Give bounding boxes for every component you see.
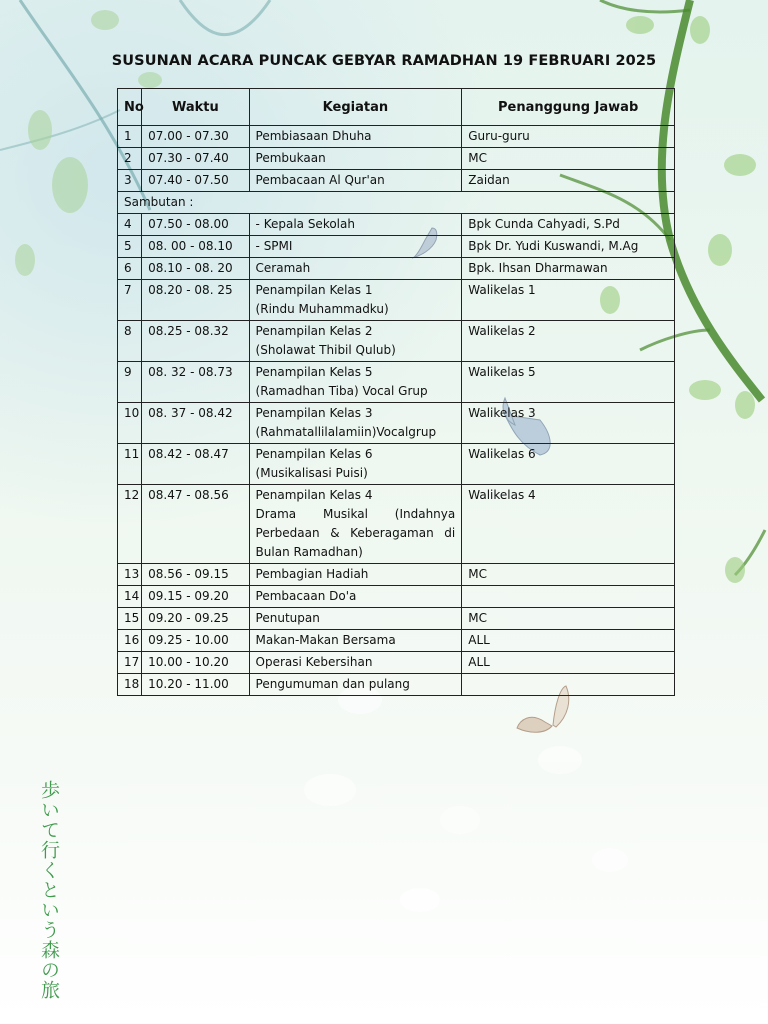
row-activity: Ceramah — [249, 258, 462, 280]
row-time: 08.47 - 08.56 — [142, 485, 249, 564]
row-pic: Walikelas 2 — [462, 321, 675, 362]
row-no: 2 — [118, 148, 142, 170]
row-activity — [249, 280, 462, 321]
activity-line-2: (Sholawat Thibil Qulub) — [255, 343, 396, 357]
row-pic: Walikelas 5 — [462, 362, 675, 403]
row-time: 08.42 - 08.47 — [142, 444, 249, 485]
page-title: SUSUNAN ACARA PUNCAK GEBYAR RAMADHAN 19 FEBRUARI 2025 — [111, 53, 657, 69]
row-time: 08. 37 - 08.42 — [142, 403, 249, 444]
row-no: 5 — [118, 236, 142, 258]
row-time: 08. 32 - 08.73 — [142, 362, 249, 403]
row-no: 3 — [118, 170, 142, 192]
table-row — [118, 652, 675, 674]
row-no: 11 — [118, 444, 142, 485]
row-pic: Zaidan — [462, 170, 675, 192]
row-time: 07.50 - 08.00 — [142, 214, 249, 236]
header-pic: Penanggung Jawab — [462, 89, 675, 126]
row-pic — [462, 674, 675, 696]
table-row — [118, 236, 675, 258]
row-activity — [249, 485, 462, 564]
row-no: 14 — [118, 586, 142, 608]
table-row — [118, 586, 675, 608]
row-pic: ALL — [462, 652, 675, 674]
row-activity — [249, 444, 462, 485]
row-activity: Pengumuman dan pulang — [249, 674, 462, 696]
table-row — [118, 630, 675, 652]
table-row — [118, 564, 675, 586]
row-activity: Penutupan — [249, 608, 462, 630]
row-activity — [249, 403, 462, 444]
table-row — [118, 280, 675, 321]
table-row — [118, 170, 675, 192]
row-pic: Bpk Cunda Cahyadi, S.Pd — [462, 214, 675, 236]
activity-line-1: Penampilan Kelas 3 — [255, 406, 373, 420]
section-row — [118, 192, 675, 214]
row-pic: Walikelas 6 — [462, 444, 675, 485]
table-row — [118, 403, 675, 444]
row-pic: Walikelas 4 — [462, 485, 675, 564]
header-time: Waktu — [142, 89, 249, 126]
row-no: 17 — [118, 652, 142, 674]
vertical-japanese-caption: 歩いて行くという森の旅 — [38, 780, 60, 1000]
row-no: 16 — [118, 630, 142, 652]
table-row — [118, 214, 675, 236]
row-no: 1 — [118, 126, 142, 148]
row-pic: MC — [462, 148, 675, 170]
row-no: 10 — [118, 403, 142, 444]
table-row — [118, 485, 675, 564]
row-no: 9 — [118, 362, 142, 403]
activity-line-2: (Musikalisasi Puisi) — [255, 466, 368, 480]
header-no: No — [118, 89, 142, 126]
row-activity — [249, 362, 462, 403]
row-time: 10.00 - 10.20 — [142, 652, 249, 674]
section-label: Sambutan : — [118, 192, 675, 214]
row-activity: Pembagian Hadiah — [249, 564, 462, 586]
activity-line-1: Penampilan Kelas 2 — [255, 324, 373, 338]
activity-line-1: Penampilan Kelas 1 — [255, 283, 373, 297]
row-pic: ALL — [462, 630, 675, 652]
row-time: 09.15 - 09.20 — [142, 586, 249, 608]
activity-line-1: Penampilan Kelas 6 — [255, 447, 373, 461]
row-time: 09.25 - 10.00 — [142, 630, 249, 652]
table-row — [118, 674, 675, 696]
row-no: 18 — [118, 674, 142, 696]
activity-line-2: (Ramadhan Tiba) Vocal Grup — [255, 384, 428, 398]
row-no: 7 — [118, 280, 142, 321]
row-pic: Bpk Dr. Yudi Kuswandi, M.Ag — [462, 236, 675, 258]
row-activity: - Kepala Sekolah — [249, 214, 462, 236]
row-time: 07.40 - 07.50 — [142, 170, 249, 192]
row-time: 08.20 - 08. 25 — [142, 280, 249, 321]
row-pic: Walikelas 1 — [462, 280, 675, 321]
table-row — [118, 321, 675, 362]
row-pic: Walikelas 3 — [462, 403, 675, 444]
activity-line-2: (Rahmatallilalamiin)Vocalgrup — [255, 425, 437, 439]
row-no: 15 — [118, 608, 142, 630]
row-time: 07.30 - 07.40 — [142, 148, 249, 170]
activity-line-2: (Rindu Muhammadku) — [255, 302, 389, 316]
row-no: 6 — [118, 258, 142, 280]
row-pic: Bpk. Ihsan Dharmawan — [462, 258, 675, 280]
table-row — [118, 258, 675, 280]
table-header-row — [118, 89, 675, 126]
table-row — [118, 148, 675, 170]
row-pic: Guru-guru — [462, 126, 675, 148]
row-time: 09.20 - 09.25 — [142, 608, 249, 630]
activity-line-1: Penampilan Kelas 4 — [255, 488, 373, 502]
row-no: 12 — [118, 485, 142, 564]
table-row — [118, 444, 675, 485]
header-activity: Kegiatan — [249, 89, 462, 126]
row-activity: Makan-Makan Bersama — [249, 630, 462, 652]
row-time: 07.00 - 07.30 — [142, 126, 249, 148]
row-time: 08.56 - 09.15 — [142, 564, 249, 586]
activity-line-1: Penampilan Kelas 5 — [255, 365, 373, 379]
row-pic: MC — [462, 564, 675, 586]
table-row — [118, 608, 675, 630]
row-activity — [249, 321, 462, 362]
table-row — [118, 126, 675, 148]
activity-line-2: Drama Musikal (Indahnya Perbedaan & Keberagaman di Bulan Ramadhan) — [255, 507, 456, 559]
row-time: 08. 00 - 08.10 — [142, 236, 249, 258]
row-activity: Pembacaan Al Qur'an — [249, 170, 462, 192]
row-no: 4 — [118, 214, 142, 236]
row-time: 08.25 - 08.32 — [142, 321, 249, 362]
row-time: 10.20 - 11.00 — [142, 674, 249, 696]
row-time: 08.10 - 08. 20 — [142, 258, 249, 280]
row-activity: Operasi Kebersihan — [249, 652, 462, 674]
table-row — [118, 362, 675, 403]
row-pic — [462, 586, 675, 608]
row-activity: Pembacaan Do'a — [249, 586, 462, 608]
row-no: 13 — [118, 564, 142, 586]
row-no: 8 — [118, 321, 142, 362]
schedule-table — [117, 88, 675, 696]
row-pic: MC — [462, 608, 675, 630]
row-activity: Pembukaan — [249, 148, 462, 170]
row-activity: Pembiasaan Dhuha — [249, 126, 462, 148]
row-activity: - SPMI — [249, 236, 462, 258]
